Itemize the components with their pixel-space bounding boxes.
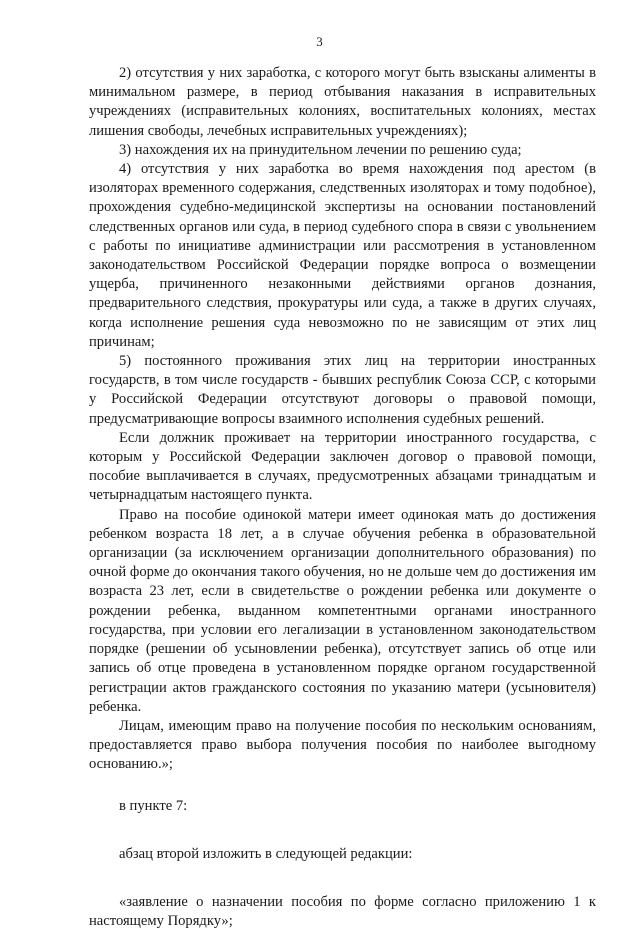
paragraph-item-5: 5) постоянного проживания этих лиц на территории иностранных государств, в том числе государств - бывших республик Союза ССР, с которыми у Российской Федерации отсутствуют договоры о правовой помощи, предусматривающие вопросы взаимного исполнения судебных решений. — [89, 353, 596, 427]
paragraph-single-mother: Право на пособие одинокой матери имеет одинокая мать до достижения ребенком возраста 18 лет, а в случае обучения ребенка в образовательной организации (за исключением организации дополнительного образования) по очной форме до окончания такого обучения, но не дольше чем до достижения им возраста 23 лет, если в свидетельстве о рождении ребенка или документе о рождении ребенка, выданном компетентными органами иностранного государства, при условии его легализации в установленном законодательством порядке (решении об усыновлении ребенка), отсутствует запись об отце или запись об отце проведена в установленном порядке органом государственной регистрации актов гражданского состояния по указанию матери (усыновителя) ребенка. — [89, 506, 596, 715]
paragraph-application-form: «заявление о назначении пособия по форме согласно приложению 1 к настоящему Порядку»; — [89, 893, 596, 930]
paragraph-item-2: 2) отсутствия у них заработка, с которого могут быть взысканы алименты в минимальном размере, в период отбывания наказания в исправительных учреждениях (исправительных колониях, воспитательных колониях, местах лишения свободы, лечебных исправительных учреждениях); — [89, 65, 596, 139]
page-number: 3 — [316, 34, 323, 49]
paragraph-point-7: в пункте 7: — [119, 797, 188, 814]
paragraph-item-3: 3) нахождения их на принудительном лечении по решению суда; — [119, 141, 522, 158]
document-body — [89, 64, 596, 931]
paragraph-item-4: 4) отсутствия у них заработка во время нахождения под арестом (в изоляторах временного содержания, следственных изоляторах и тому подобное), прохождения судебно-медицинской экспертизы на основании постановлений следственных органов или суда, в период судебного спора в связи с увольнением с работы по инициативе администрации или рассмотрения в установленном законодательством Российской Федерации порядке вопроса о возмещении ущерба, причиненного незаконными действиями органов дознания, предварительного следствия, прокуратуры или суда, а также в других случаях, когда исполнение решения суда невозможно по не зависящим от этих лиц причинам; — [89, 161, 596, 350]
paragraph-second-abzac: абзац второй изложить в следующей редакции: — [119, 845, 413, 862]
paragraph-foreign-debtor: Если должник проживает на территории иностранного государства, с которым у Российской Федерации заключен договор о правовой помощи, пособие выплачивается в случаях, предусмотренных абзацами тринадцатым и четырнадцатым настоящего пункта. — [89, 429, 596, 504]
paragraph-multiple-grounds: Лицам, имеющим право на получение пособия по нескольким основаниям, предоставляется право выбора получения пособия по наиболее выгодному основанию.»; — [89, 717, 596, 773]
